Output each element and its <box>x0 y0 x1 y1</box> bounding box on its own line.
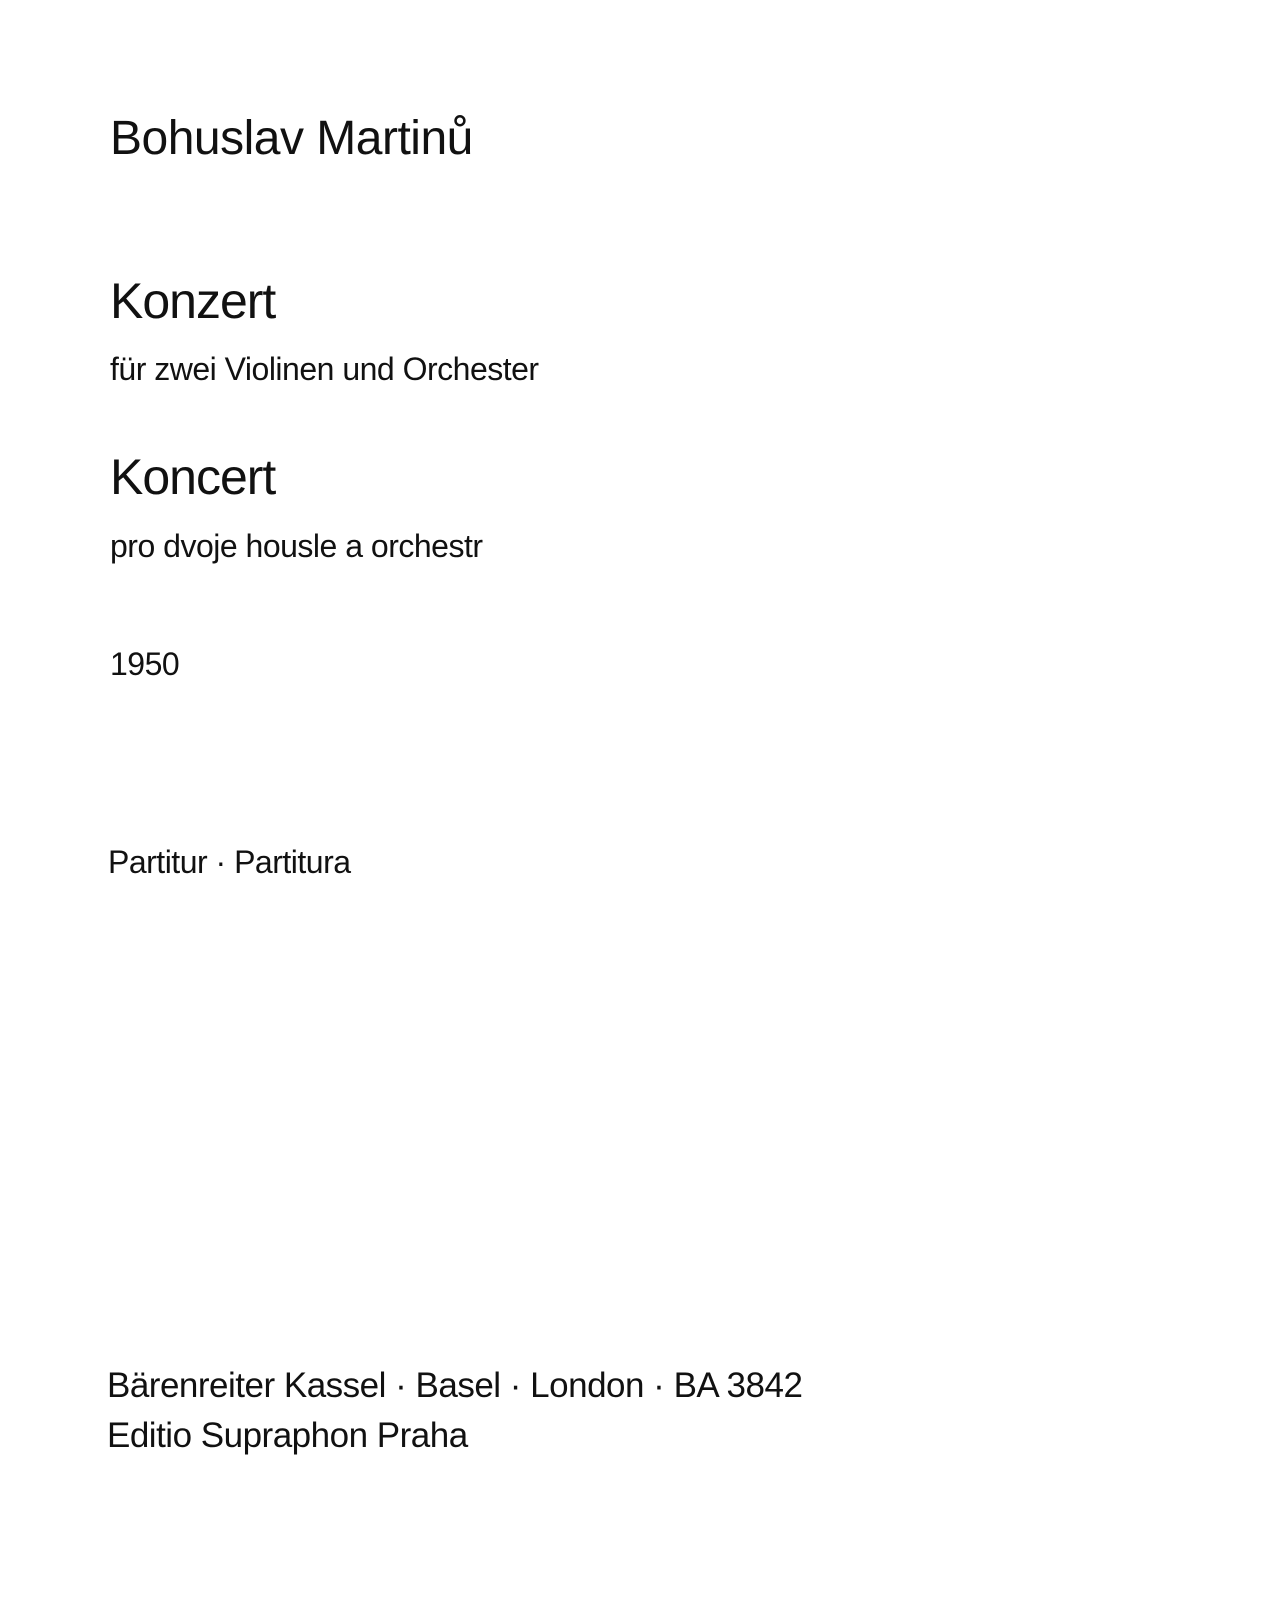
composer-name: Bohuslav Martinů <box>110 112 473 165</box>
work-subtitle-german: für zwei Violinen und Orchester <box>110 351 539 387</box>
composition-year: 1950 <box>110 646 180 682</box>
work-title-czech: Koncert <box>110 449 276 505</box>
publisher-line-2: Editio Supraphon Praha <box>107 1416 468 1455</box>
work-subtitle-czech: pro dvoje housle a orchestr <box>110 528 483 564</box>
score-type: Partitur · Partitura <box>108 844 351 880</box>
publisher-line-1: Bärenreiter Kassel · Basel · London · BA 3842 <box>107 1366 803 1405</box>
work-title-german: Konzert <box>110 273 276 329</box>
